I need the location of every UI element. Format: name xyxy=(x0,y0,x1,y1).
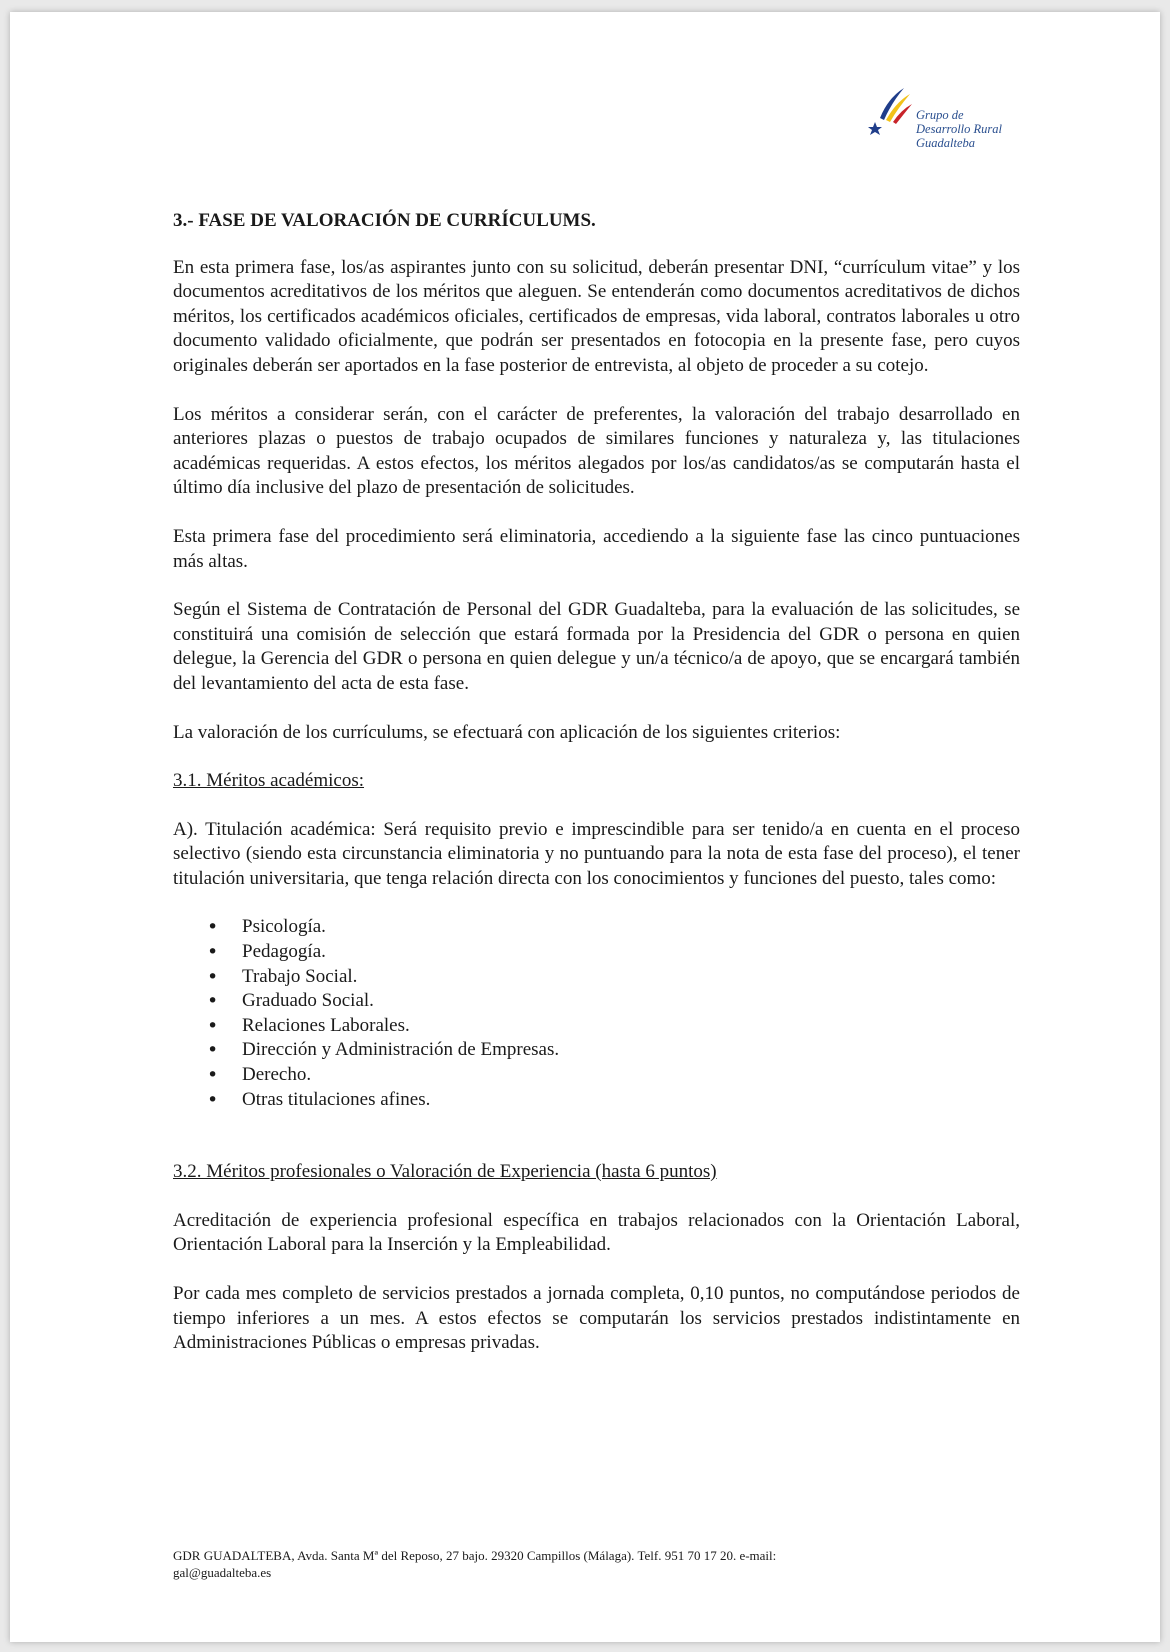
section-heading: 3.- FASE DE VALORACIÓN DE CURRÍCULUMS. xyxy=(173,210,596,231)
paragraph-experiencia-2: Por cada mes completo de servicios prestados a jornada completa, 0,10 puntos, no computándose periodos de tiempo inferiores a un mes. A estos efectos se computarán los servicios prestados indistintamente en Administraciones Públicas o empresas privadas. xyxy=(173,1283,1020,1354)
list-item: • Psicología. xyxy=(173,915,1020,940)
paragraph-intro-4: Según el Sistema de Contratación de Personal del GDR Guadalteba, para la evaluación de las solicitudes, se constituirá una comisión de selección que estará formada por la Presidencia del GDR o persona en quien delegue, la Gerencia del GDR o persona en quien delegue y un/a técnico/a de apoyo, que se encargará también del levantamiento del acta de esta fase. xyxy=(173,599,1020,694)
list-item: • Relaciones Laborales. xyxy=(173,1014,1020,1039)
subsection-title-3-2: 3.2. Méritos profesionales o Valoración de Experiencia (hasta 6 puntos) xyxy=(173,1161,717,1183)
paragraph-intro-5: La valoración de los currículums, se efectuará con aplicación de los siguientes criterios: xyxy=(173,721,841,743)
list-item: • Otras titulaciones afines. xyxy=(173,1088,1020,1113)
page-footer xyxy=(173,1547,933,1581)
document-body xyxy=(173,209,1020,1380)
footer-email: gal@guadalteba.es xyxy=(173,1565,272,1580)
list-item: • Pedagogía. xyxy=(173,940,1020,965)
footer-address: GDR GUADALTEBA, Avda. Santa Mª del Reposo, 27 bajo. 29320 Campillos (Málaga). Telf. 951 70 17 20. e-mail: xyxy=(173,1548,777,1563)
list-item: • Trabajo Social. xyxy=(173,965,1020,990)
gdr-logo xyxy=(866,80,1026,160)
gdr-logo-icon xyxy=(866,80,916,142)
logo-line-2: Desarrollo Rural xyxy=(916,122,1002,136)
logo-text xyxy=(916,108,1002,150)
subsection-title-3-1: 3.1. Méritos académicos: xyxy=(173,770,365,792)
paragraph-intro-2: Los méritos a considerar serán, con el carácter de preferentes, la valoración del trabajo desarrollado en anteriores plazas o puestos de trabajo ocupados de similares funciones y naturaleza y, las titulaciones académicas requeridas. A estos efectos, los méritos alegados por los/as candidatos/as se computarán hasta el último día inclusive del plazo de presentación de solicitudes. xyxy=(173,403,1020,499)
logo-line-3: Guadalteba xyxy=(916,136,976,150)
paragraph-titulacion: A). Titulación académica: Será requisito previo e imprescindible para ser tenido/a en cuenta en el proceso selectivo (siendo esta circunstancia eliminatoria y no puntuando para la nota de esta fase del proceso), el tener titulación universitaria, que tenga relación directa con los conocimientos y funciones del puesto, tales como: xyxy=(173,818,1020,889)
document-page xyxy=(10,12,1160,1642)
list-item: • Dirección y Administración de Empresas. xyxy=(173,1038,1020,1063)
list-item: • Derecho. xyxy=(173,1063,1020,1088)
paragraph-intro-1: En esta primera fase, los/as aspirantes junto con su solicitud, deberán presentar DNI, “currículum vitae” y los documentos acreditativos de los méritos que aleguen. Se entenderán como documentos acreditativos de dichos méritos, los certificados académicos oficiales, certificados de empresas, vida laboral, contratos laborales u otro documento validado oficialmente, que podrán ser presentados en fotocopia en la presente fase, pero cuyos originales deberán ser aportados en la fase posterior de entrevista, al objeto de proceder a su cotejo. xyxy=(173,256,1020,376)
paragraph-intro-3: Esta primera fase del procedimiento será eliminatoria, accediendo a la siguiente fase las cinco puntuaciones más altas. xyxy=(173,525,1020,572)
degree-list xyxy=(173,915,1020,1112)
list-item: • Graduado Social. xyxy=(173,989,1020,1014)
paragraph-experiencia-1: Acreditación de experiencia profesional específica en trabajos relacionados con la Orientación Laboral, Orientación Laboral para la Inserción y la Empleabilidad. xyxy=(173,1209,1020,1256)
logo-line-1: Grupo de xyxy=(916,108,964,122)
